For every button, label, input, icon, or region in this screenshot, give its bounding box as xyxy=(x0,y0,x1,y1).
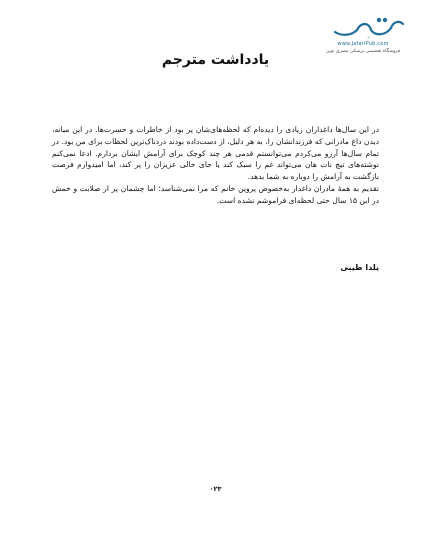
logo-mark-text: ﺑﺎﻑ xyxy=(367,37,371,39)
translator-signature: یلدا طیبی xyxy=(340,263,379,272)
publisher-tagline: فروشگاه تخصصی پزشکی مصری نوین xyxy=(325,49,401,54)
publisher-url: www.JafariPub.com xyxy=(337,41,389,47)
page-number: ۰۲۳ xyxy=(209,485,222,493)
paragraph-2: تقدیم به همهٔ مادران داغدار به‌خصوص پروین خانم که مرا نمی‌شناسد؛ اما چشمان پر از صلابت و خمش در این ۱۵ سال حتی لحظه‌ای فراموشم نشده است. xyxy=(52,183,379,205)
paragraph-1: در این سال‌ها داغداران زیادی را دیده‌ام که لحظه‌های‌شان پر بود از خاطرات و حسرت‌ها. در این میانه، دیدن داغ مادرانی که فرزندانشان را، به هر دلیل، از دست‌داده بودند دردناک‌ترین لحظات برای من بود. در تمام سال‌ها آرزو می‌کردم می‌توانستم قدمی هر چند کوچک برای آرامش ایشان بردارم. ادعا نمی‌کنم نوشته‌های تیچ نات هان می‌تواند غم را سبک کند یا جای خالی عزیزان را پر کند، اما امیدوارم فرصت بازگشت به آرامش را دوباره به شما بدهد. xyxy=(52,125,379,182)
page-title: یادداشت مترجم xyxy=(161,52,270,68)
translator-note-body xyxy=(52,124,379,207)
publisher-logo-mark-icon xyxy=(327,14,407,40)
